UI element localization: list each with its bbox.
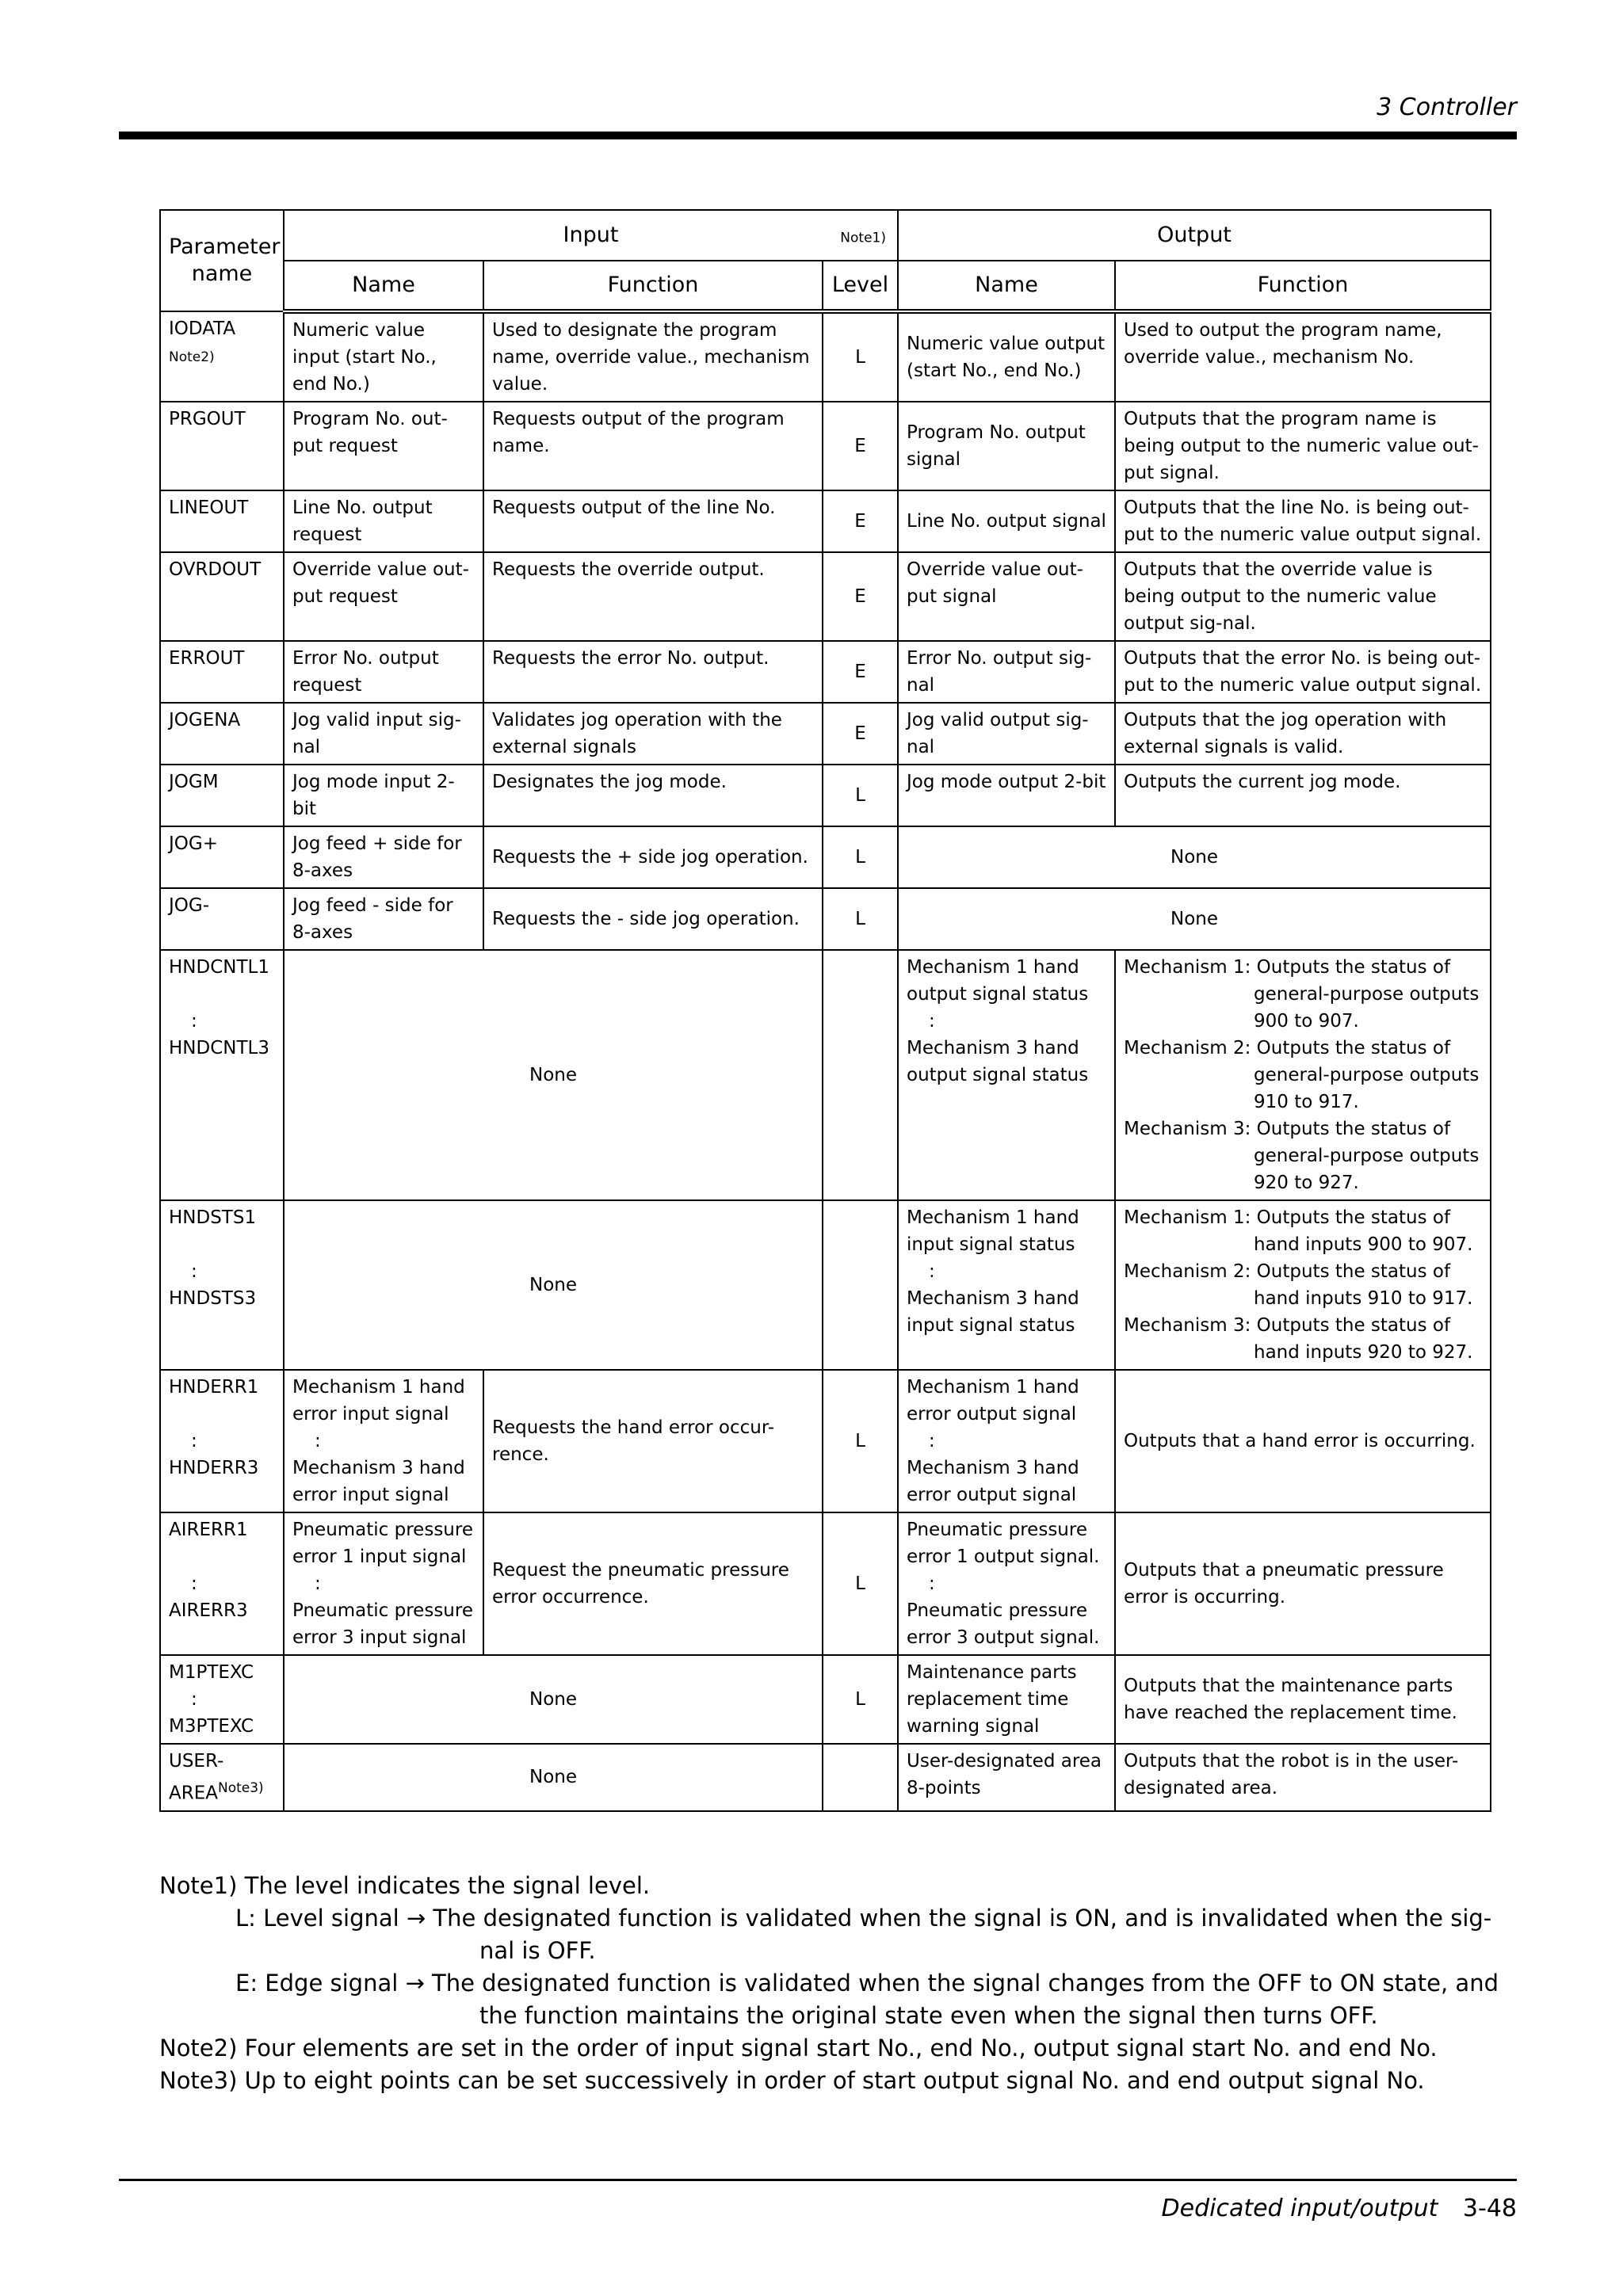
param-cell: AIRERR1 : AIRERR3 xyxy=(160,1512,284,1655)
table-row xyxy=(160,888,1491,950)
page-footer xyxy=(1162,2195,1517,2222)
out-name-cell: Line No. output signal xyxy=(898,490,1115,552)
in-func-cell: Requests output of the line No. xyxy=(483,490,823,552)
out-name-cell: Mechanism 1 hand output signal status : Mechanism 3 hand output signal status xyxy=(898,950,1115,1200)
note-1-edge: E: Edge signal → The designated function is validated when the signal changes from the OFF to ON state, and xyxy=(235,1970,1499,1997)
level-cell: L xyxy=(823,765,898,826)
out-name-cell: Mechanism 1 hand error output signal : Mechanism 3 hand error output signal xyxy=(898,1370,1115,1512)
table-row xyxy=(160,1200,1491,1370)
out-name-cell: Numeric value output (start No., end No.) xyxy=(898,311,1115,402)
param-note: Note3) xyxy=(217,1780,264,1796)
level-cell: E xyxy=(823,490,898,552)
param-cell: HNDCNTL1 : HNDCNTL3 xyxy=(160,950,284,1200)
in-name-cell: Jog valid input sig-nal xyxy=(284,703,483,765)
out-func-cell: Mechanism 1: Outputs the status of hand inputs 900 to 907. Mechanism 2: Outputs the status of hand inputs 910 to 917. Mechanism 3: Outputs the status of hand inputs 920 to 927. xyxy=(1115,1200,1491,1370)
table-row xyxy=(160,490,1491,552)
col-head-input xyxy=(284,210,898,261)
table-row xyxy=(160,1512,1491,1655)
page-number: 3-48 xyxy=(1462,2195,1517,2222)
in-name-cell: Error No. output request xyxy=(284,641,483,703)
in-name-cell: Line No. output request xyxy=(284,490,483,552)
table-row xyxy=(160,552,1491,641)
level-cell: L xyxy=(823,1655,898,1744)
col-head-param: Parameter name xyxy=(160,210,284,311)
in-none-cell: None xyxy=(284,1200,823,1370)
table-row xyxy=(160,703,1491,765)
out-name-cell: User-designated area 8-points xyxy=(898,1744,1115,1811)
level-cell: L xyxy=(823,1512,898,1655)
out-none-cell: None xyxy=(898,888,1491,950)
param-cell: PRGOUT xyxy=(160,402,284,490)
note-2: Note2) Four elements are set in the order of input signal start No., end No., output signal start No. and end No. xyxy=(159,2035,1438,2061)
out-name-cell: Error No. output sig-nal xyxy=(898,641,1115,703)
table-row xyxy=(160,950,1491,1200)
in-func-cell: Requests the - side jog operation. xyxy=(483,888,823,950)
in-name-cell: Jog feed - side for 8-axes xyxy=(284,888,483,950)
out-func-cell: Outputs that the robot is in the user-designated area. xyxy=(1115,1744,1491,1811)
out-func-cell: Outputs that the maintenance parts have reached the replacement time. xyxy=(1115,1655,1491,1744)
note-1-level: L: Level signal → The designated function is validated when the signal is ON, and is invalidated when the sig- xyxy=(235,1905,1492,1932)
param-cell: USER- AREA$^{Note3)}$ xyxy=(160,1744,284,1811)
in-func-cell: Requests the + side jog operation. xyxy=(483,826,823,888)
level-cell: L xyxy=(823,888,898,950)
level-cell: E xyxy=(823,641,898,703)
col-head-level: Level xyxy=(823,261,898,311)
in-none-cell: None xyxy=(284,1744,823,1811)
footer-section-title: Dedicated input/output xyxy=(1161,2195,1438,2222)
col-head-input-label: Input xyxy=(563,223,619,247)
table-row xyxy=(160,1370,1491,1512)
out-name-cell: Override value out-put signal xyxy=(898,552,1115,641)
in-name-cell: Mechanism 1 hand error input signal : Mechanism 3 hand error input signal xyxy=(284,1370,483,1512)
note-3: Note3) Up to eight points can be set successively in order of start output signal No. and end output signal No. xyxy=(159,2067,1425,2094)
param-cell: ERROUT xyxy=(160,641,284,703)
param-cell: JOG+ xyxy=(160,826,284,888)
col-head-output: Output xyxy=(898,210,1491,261)
level-cell: L xyxy=(823,1370,898,1512)
out-func-cell: Outputs that the line No. is being out-put to the numeric value output signal. xyxy=(1115,490,1491,552)
col-head-input-note: Note1) xyxy=(840,230,886,246)
in-func-cell: Designates the jog mode. xyxy=(483,765,823,826)
out-func-cell: Mechanism 1: Outputs the status of general-purpose outputs 900 to 907. Mechanism 2: Outputs the status of general-purpose outputs 910 to 917. Mechanism 3: Outputs the status of general-purpose outputs 920 to 927. xyxy=(1115,950,1491,1200)
header-rule xyxy=(119,132,1517,139)
out-none-cell: None xyxy=(898,826,1491,888)
dedicated-io-table xyxy=(159,209,1491,1812)
note-1-level-cont: nal is OFF. xyxy=(479,1937,596,1964)
level-cell xyxy=(823,1744,898,1811)
out-func-cell: Outputs that a hand error is occurring. xyxy=(1115,1370,1491,1512)
in-func-cell: Used to designate the program name, override value., mechanism value. xyxy=(483,311,823,402)
out-name-cell: Jog mode output 2-bit xyxy=(898,765,1115,826)
in-name-cell: Program No. out-put request xyxy=(284,402,483,490)
out-func-cell: Outputs that the error No. is being out-put to the numeric value output signal. xyxy=(1115,641,1491,703)
out-func-cell: Outputs that the override value is being output to the numeric value output sig-nal. xyxy=(1115,552,1491,641)
table-row xyxy=(160,765,1491,826)
param-cell: IODATA Note2) xyxy=(160,311,284,402)
note-1-edge-cont: the function maintains the original state even when the signal then turns OFF. xyxy=(479,2002,1378,2029)
table-row xyxy=(160,826,1491,888)
col-head-in-name: Name xyxy=(284,261,483,311)
in-name-cell: Jog mode input 2-bit xyxy=(284,765,483,826)
out-name-cell: Jog valid output sig-nal xyxy=(898,703,1115,765)
table-row xyxy=(160,402,1491,490)
out-name-cell: Pneumatic pressure error 1 output signal. : Pneumatic pressure error 3 output signal. xyxy=(898,1512,1115,1655)
table-notes xyxy=(159,1870,1507,2097)
in-none-cell: None xyxy=(284,1655,823,1744)
in-func-cell: Requests the hand error occur-rence. xyxy=(483,1370,823,1512)
col-head-out-function: Function xyxy=(1115,261,1491,311)
table-row xyxy=(160,311,1491,402)
level-cell: L xyxy=(823,311,898,402)
level-cell xyxy=(823,1200,898,1370)
out-func-cell: Used to output the program name, override value., mechanism No. xyxy=(1115,311,1491,402)
in-func-cell: Validates jog operation with the external signals xyxy=(483,703,823,765)
param-note: Note2) xyxy=(169,349,215,365)
level-cell: E xyxy=(823,552,898,641)
out-name-cell: Mechanism 1 hand input signal status : Mechanism 3 hand input signal status xyxy=(898,1200,1115,1370)
in-func-cell: Request the pneumatic pressure error occurrence. xyxy=(483,1512,823,1655)
param-cell: LINEOUT xyxy=(160,490,284,552)
level-cell xyxy=(823,950,898,1200)
level-cell: E xyxy=(823,402,898,490)
in-name-cell: Numeric value input (start No., end No.) xyxy=(284,311,483,402)
in-name-cell: Override value out-put request xyxy=(284,552,483,641)
param-cell: M1PTEXC : M3PTEXC xyxy=(160,1655,284,1744)
param-cell: JOG- xyxy=(160,888,284,950)
table-row xyxy=(160,1655,1491,1744)
level-cell: E xyxy=(823,703,898,765)
in-func-cell: Requests the override output. xyxy=(483,552,823,641)
param-cell: JOGENA xyxy=(160,703,284,765)
level-cell: L xyxy=(823,826,898,888)
page-header-title: 3 Controller xyxy=(1377,93,1517,121)
param-cell: HNDSTS1 : HNDSTS3 xyxy=(160,1200,284,1370)
in-func-cell: Requests output of the program name. xyxy=(483,402,823,490)
out-func-cell: Outputs the current jog mode. xyxy=(1115,765,1491,826)
in-name-cell: Pneumatic pressure error 1 input signal : Pneumatic pressure error 3 input signal xyxy=(284,1512,483,1655)
table-row xyxy=(160,641,1491,703)
col-head-out-name: Name xyxy=(898,261,1115,311)
note-1: Note1) The level indicates the signal level. xyxy=(159,1872,651,1899)
param-cell: HNDERR1 : HNDERR3 xyxy=(160,1370,284,1512)
out-name-cell: Program No. output signal xyxy=(898,402,1115,490)
in-none-cell: None xyxy=(284,950,823,1200)
out-func-cell: Outputs that a pneumatic pressure error is occurring. xyxy=(1115,1512,1491,1655)
out-func-cell: Outputs that the program name is being output to the numeric value out-put signal. xyxy=(1115,402,1491,490)
col-head-in-function: Function xyxy=(483,261,823,311)
footer-rule xyxy=(119,2179,1517,2181)
in-func-cell: Requests the error No. output. xyxy=(483,641,823,703)
param-cell: OVRDOUT xyxy=(160,552,284,641)
in-name-cell: Jog feed + side for 8-axes xyxy=(284,826,483,888)
table-row xyxy=(160,1744,1491,1811)
param-cell: JOGM xyxy=(160,765,284,826)
out-func-cell: Outputs that the jog operation with external signals is valid. xyxy=(1115,703,1491,765)
out-name-cell: Maintenance parts replacement time warning signal xyxy=(898,1655,1115,1744)
